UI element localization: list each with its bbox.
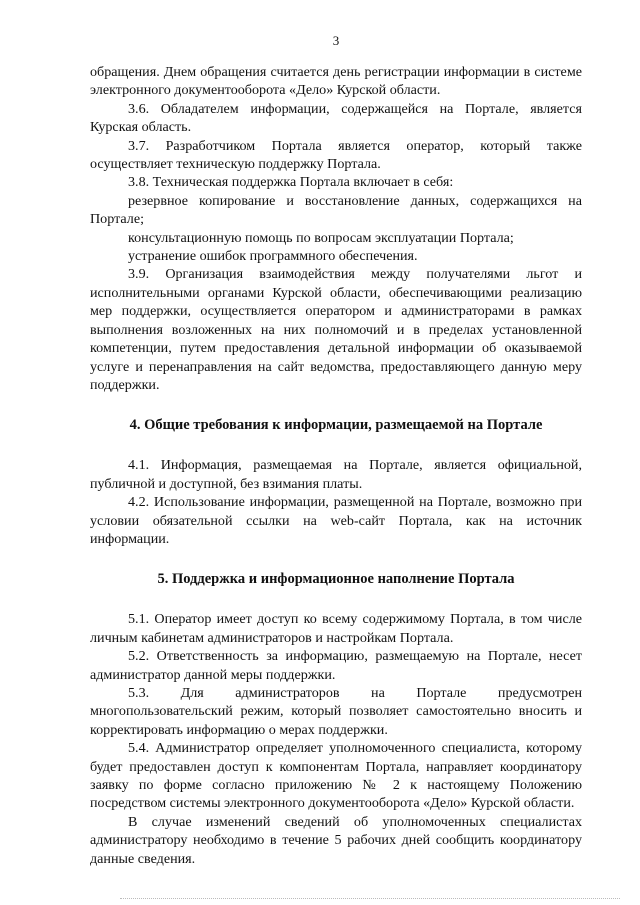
section-3-body xyxy=(90,63,582,394)
page-number: 3 xyxy=(332,33,340,48)
section-5-heading: 5. Поддержка и информационное наполнение Портала xyxy=(157,571,515,588)
section-5-body xyxy=(90,610,582,868)
section-4-heading: 4. Общие требования к информации, размещаемой на Портале xyxy=(129,417,543,434)
paragraph-5-4: 5.4. Администратор определяет уполномоченного специалиста, которому будет предоставлен доступ к компонентам Портала, направляет координатору заявку по форме согласно приложению № 2 к настоящему Положению посредством системы электронного документооборота «Дело» Курской области. xyxy=(90,740,582,812)
paragraph-3-5-continued: обращения. Днем обращения считается день регистрации информации в системе электронного документооборота «Дело» Курской области. xyxy=(90,64,582,99)
paragraph-3-6: 3.6. Обладателем информации, содержащейся на Портале, является Курская область. xyxy=(90,100,582,136)
list-item-consulting: консультационную помощь по вопросам эксплуатации Портала; xyxy=(128,229,514,246)
paragraph-4-1: 4.1. Информация, размещаемая на Портале, является официальной, публичной и доступной, без взимания платы. xyxy=(90,457,582,492)
paragraph-5-4-note: В случае изменений сведений об уполномоченных специалистах администратору необходимо в течение 5 рабочих дней сообщить координатору данные сведения. xyxy=(90,813,582,867)
paragraph-5-3: 5.3. Для администраторов на Портале предусмотрен многопользовательский режим, который позволяет самостоятельно вносить и корректировать информацию о мерах поддержки. xyxy=(90,684,582,738)
list-item-backup: резервное копирование и восстановление данных, содержащихся на Портале; xyxy=(90,192,582,228)
paragraph-4-2: 4.2. Использование информации, размещенной на Портале, возможно при условии обязательной ссылки на web-сайт Портала, как на источник информации. xyxy=(90,494,582,547)
list-item-bugfix: устранение ошибок программного обеспечения. xyxy=(128,248,418,265)
paragraph-3-8: 3.8. Техническая поддержка Портала включает в себя: xyxy=(128,174,454,191)
section-4-body xyxy=(90,456,582,548)
paragraph-3-7: 3.7. Разработчиком Портала является оператор, который также осуществляет техническую поддержку Портала. xyxy=(90,137,582,173)
paragraph-5-2: 5.2. Ответственность за информацию, размещаемую на Портале, несет администратор данной меры поддержки. xyxy=(90,648,582,683)
paragraph-5-1: 5.1. Оператор имеет доступ ко всему содержимому Портала, в том числе личным кабинетам администраторов и настройкам Портала. xyxy=(90,611,582,646)
bottom-divider xyxy=(120,898,620,899)
paragraph-3-9: 3.9. Организация взаимодействия между получателями льгот и исполнительными органами Курской области, обеспечивающими реализацию мер поддержки, осуществляется оператором и администраторами в рамках выполнения возложенных на них полномочий и в пределах установленной компетенции, путем предоставления детальной информации об оказываемой услуге и перенаправления на сайт ведомства, предоставляющего данную меру поддержки. xyxy=(90,266,582,393)
